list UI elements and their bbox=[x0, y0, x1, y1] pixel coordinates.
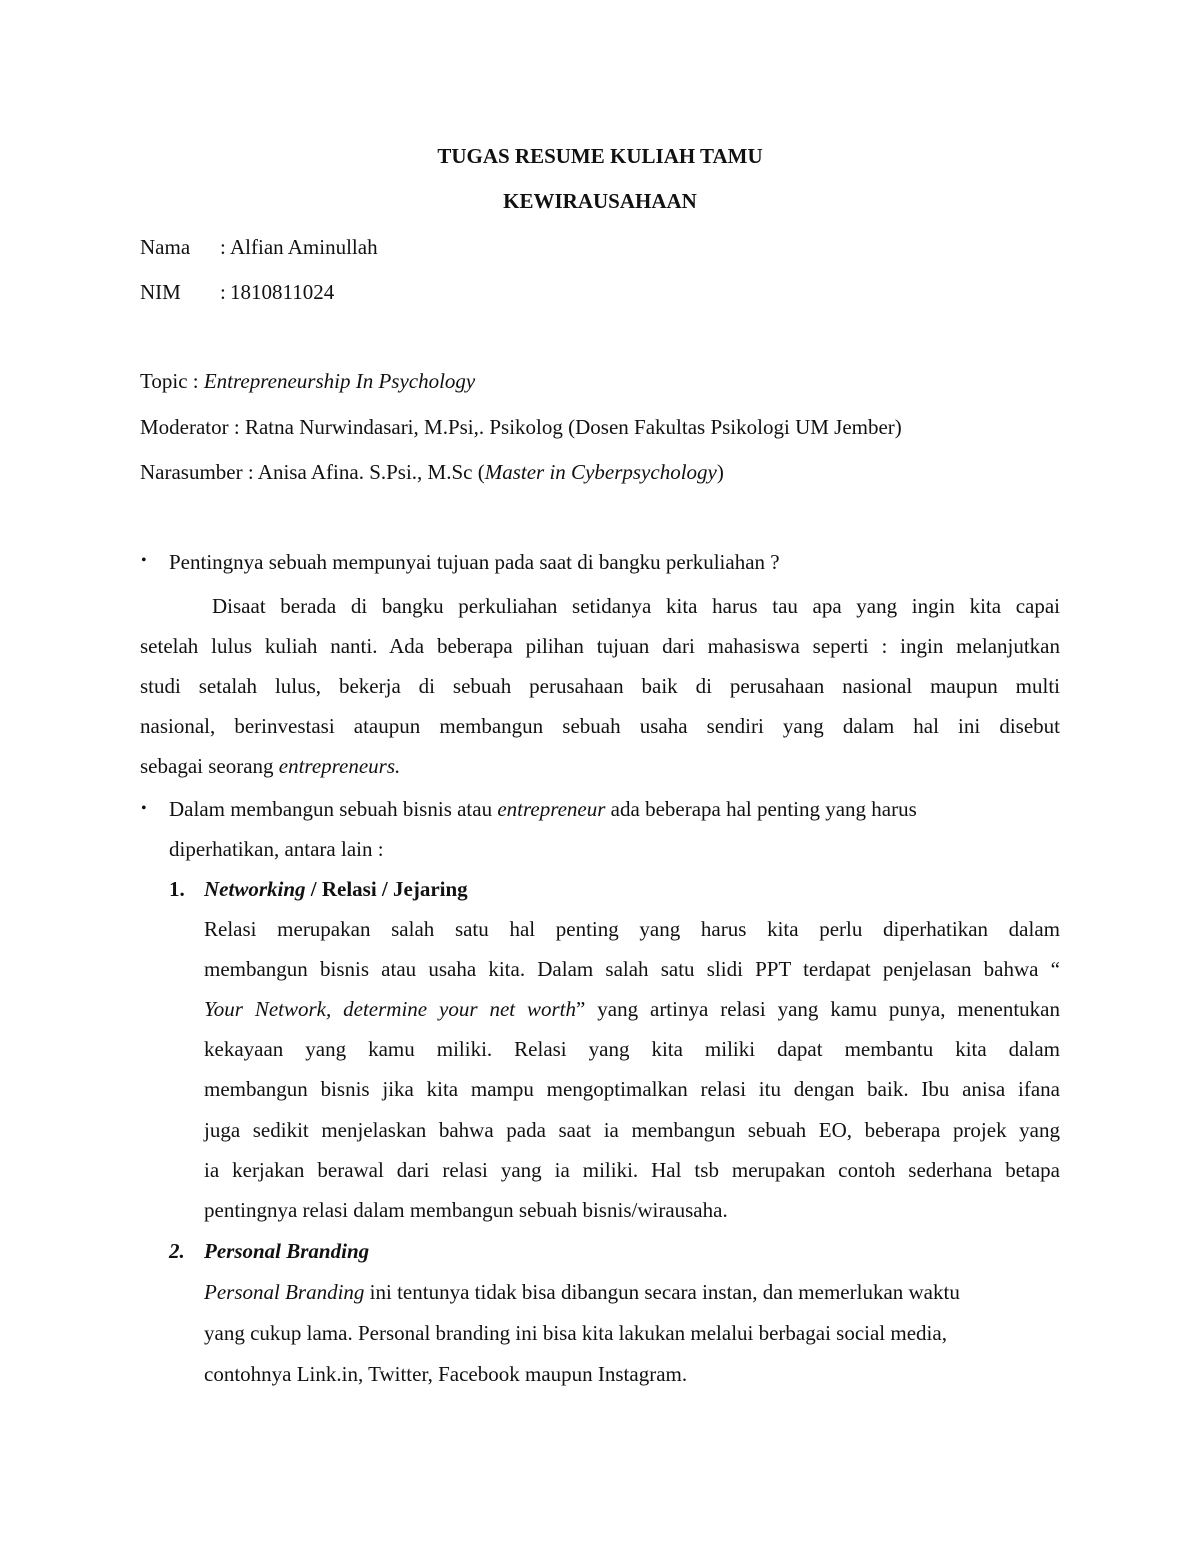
narasumber-label: Narasumber : bbox=[140, 460, 258, 484]
item2-first-rest: ini tentunya tidak bisa dibangun secara instan, dan memerlukan waktu bbox=[364, 1280, 960, 1304]
item1-quote-line bbox=[204, 996, 1060, 1022]
item1-line: kekayaan yang kamu miliki. Relasi yang kita miliki dapat membantu kita dalam bbox=[204, 1037, 1060, 1061]
item2-first-line bbox=[204, 1279, 960, 1305]
item1-line: membangun bisnis jika kita mampu mengoptimalkan relasi itu dengan baik. Ibu anisa ifana bbox=[204, 1077, 1060, 1101]
nim-label: NIM bbox=[140, 280, 181, 304]
item1-heading bbox=[169, 876, 468, 902]
item1-quote-rest: ” yang artinya relasi yang kamu punya, menentukan bbox=[576, 997, 1061, 1021]
item2-first-italic: Personal Branding bbox=[204, 1280, 365, 1304]
item2-heading-italic: Personal Branding bbox=[204, 1239, 370, 1263]
section1-last-text: sebagai seorang bbox=[140, 754, 279, 778]
bullet-icon: • bbox=[141, 552, 147, 569]
nim-separator: : bbox=[220, 280, 226, 304]
item1-heading-italic: Networking bbox=[204, 877, 306, 901]
nim-row bbox=[140, 279, 334, 305]
moderator-value: Ratna Nurwindasari, M.Psi,. Psikolog (Dosen Fakultas Psikologi UM Jember) bbox=[244, 415, 902, 439]
section1-line: Disaat berada di bangku perkuliahan setidanya kita harus tau apa yang ingin kita capai bbox=[212, 594, 1060, 618]
item1-line: membangun bisnis atau usaha kita. Dalam salah satu slidi PPT terdapat penjelasan bahwa “ bbox=[204, 957, 1060, 981]
section2-intro bbox=[169, 796, 917, 822]
section2-intro-text: Dalam membangun sebuah bisnis atau bbox=[169, 797, 498, 821]
section1-line: setelah lulus kuliah nanti. Ada beberapa pilihan tujuan dari mahasiswa seperti : ingin melanjutkan bbox=[140, 634, 1060, 658]
nim-value: 1810811024 bbox=[230, 280, 335, 304]
narasumber-specialty: Master in Cyberpsychology bbox=[484, 460, 717, 484]
item1-number: 1. bbox=[169, 877, 185, 901]
item1-line: ia kerjakan berawal dari relasi yang ia miliki. Hal tsb merupakan contoh sederhana betapa bbox=[204, 1158, 1060, 1182]
section1-last-italic: entrepreneurs. bbox=[278, 754, 401, 778]
section2-intro-suffix: ada beberapa hal penting yang harus bbox=[605, 797, 917, 821]
topic-label: Topic : bbox=[140, 369, 204, 393]
section1-last-line bbox=[140, 753, 400, 779]
name-label: Nama bbox=[140, 235, 191, 259]
item2-heading bbox=[169, 1238, 369, 1264]
narasumber-close-paren: ) bbox=[716, 460, 724, 484]
section2-intro-line2: diperhatikan, antara lain : bbox=[169, 837, 384, 861]
moderator-row bbox=[140, 414, 902, 440]
bullet-icon: • bbox=[141, 800, 147, 817]
topic-row bbox=[140, 368, 475, 394]
item1-quote: Your Network, determine your net worth bbox=[204, 997, 577, 1021]
narasumber-value: Anisa Afina. S.Psi., M.Sc ( bbox=[257, 460, 485, 484]
item1-line: juga sedikit menjelaskan bahwa pada saat ia membangun sebuah EO, beberapa projek yang bbox=[204, 1118, 1060, 1142]
moderator-label: Moderator : bbox=[140, 415, 245, 439]
section2-intro-italic: entrepreneur bbox=[497, 797, 606, 821]
item1-line: pentingnya relasi dalam membangun sebuah bisnis/wirausaha. bbox=[204, 1198, 728, 1222]
item2-number: 2. bbox=[169, 1239, 185, 1263]
name-value: Alfian Aminullah bbox=[230, 235, 378, 259]
item2-line: contohnya Link.in, Twitter, Facebook maupun Instagram. bbox=[204, 1362, 688, 1386]
name-row bbox=[140, 234, 378, 260]
title-line-1: TUGAS RESUME KULIAH TAMU bbox=[437, 144, 763, 168]
topic-value: Entrepreneurship In Psychology bbox=[203, 369, 476, 393]
name-separator: : bbox=[220, 235, 226, 259]
section1-line: studi setalah lulus, bekerja di sebuah perusahaan baik di perusahaan nasional maupun multi bbox=[140, 674, 1060, 698]
narasumber-row bbox=[140, 459, 724, 485]
item1-line: Relasi merupakan salah satu hal penting yang harus kita perlu diperhatikan dalam bbox=[204, 917, 1060, 941]
item1-heading-rest: / Relasi / Jejaring bbox=[305, 877, 468, 901]
item2-line: yang cukup lama. Personal branding ini bisa kita lakukan melalui berbagai social media, bbox=[204, 1321, 947, 1345]
section1-line: nasional, berinvestasi ataupun membangun sebuah usaha sendiri yang dalam hal ini disebut bbox=[140, 714, 1060, 738]
section1-question: Pentingnya sebuah mempunyai tujuan pada saat di bangku perkuliahan ? bbox=[169, 550, 780, 574]
title-line-2: KEWIRAUSAHAAN bbox=[503, 189, 697, 213]
